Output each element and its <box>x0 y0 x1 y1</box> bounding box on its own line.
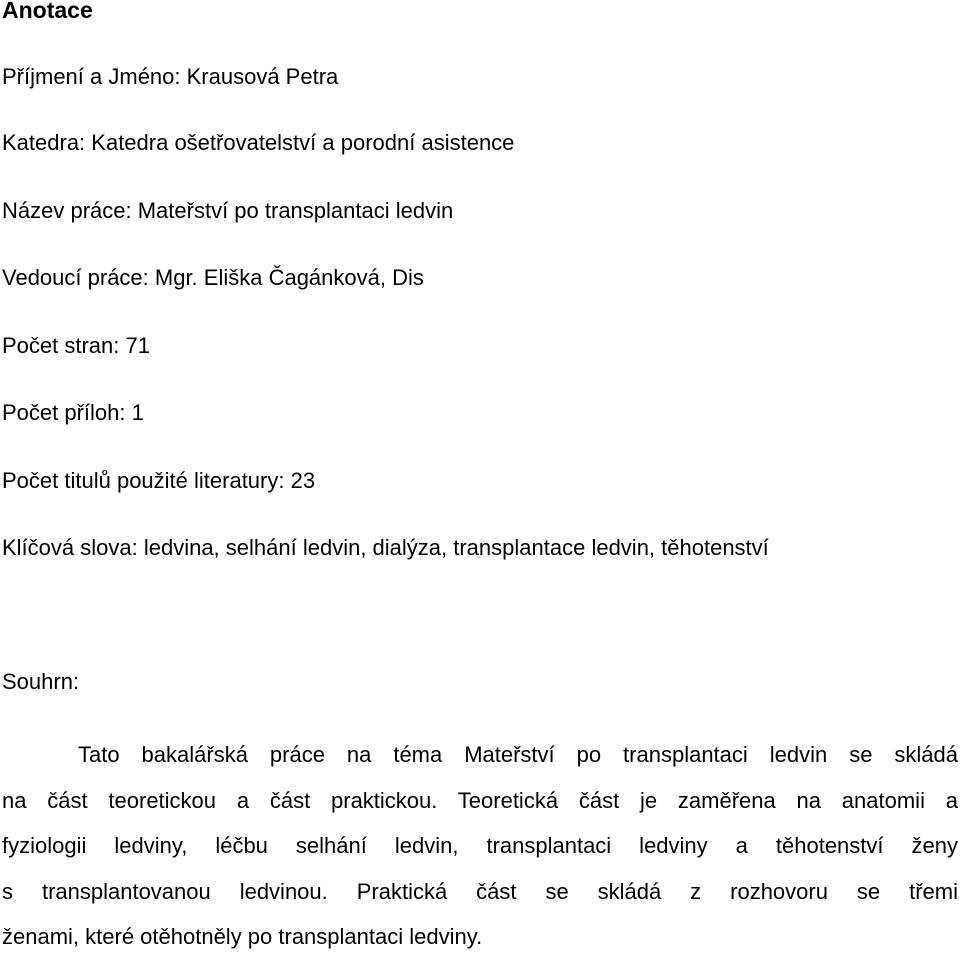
page-count: Počet stran: 71 <box>2 333 150 358</box>
summary-line: Tato bakalářská práce na téma Mateřství po transplantaci ledvin se skládá <box>78 742 958 767</box>
reference-count: Počet titulů použité literatury: 23 <box>2 468 316 493</box>
keywords: Klíčová slova: ledvina, selhání ledvin, dialýza, transplantace ledvin, těhotenství <box>2 535 769 560</box>
attachment-count: Počet příloh: 1 <box>2 400 144 425</box>
summary-line: ženami, které otěhotněly po transplantaci ledviny. <box>2 924 483 949</box>
summary-line: na část teoretickou a část praktickou. Teoretická část je zaměřena na anatomii a <box>2 787 958 813</box>
author-name: Příjmení a Jméno: Krausová Petra <box>2 64 339 89</box>
summary-line: fyziologii ledviny, léčbu selhání ledvin, transplantaci ledviny a těhotenství ženy <box>2 833 958 858</box>
summary-label: Souhrn: <box>2 669 80 694</box>
summary-line: s transplantovanou ledvinou. Praktická část se skládá z rozhovoru se třemi <box>2 878 958 904</box>
page-heading: Anotace <box>2 0 93 23</box>
summary-paragraph <box>2 732 958 960</box>
department: Katedra: Katedra ošetřovatelství a porodní asistence <box>2 130 515 155</box>
supervisor: Vedoucí práce: Mgr. Eliška Čagánková, Dis <box>2 265 424 290</box>
thesis-title: Název práce: Mateřství po transplantaci ledvin <box>2 198 454 223</box>
